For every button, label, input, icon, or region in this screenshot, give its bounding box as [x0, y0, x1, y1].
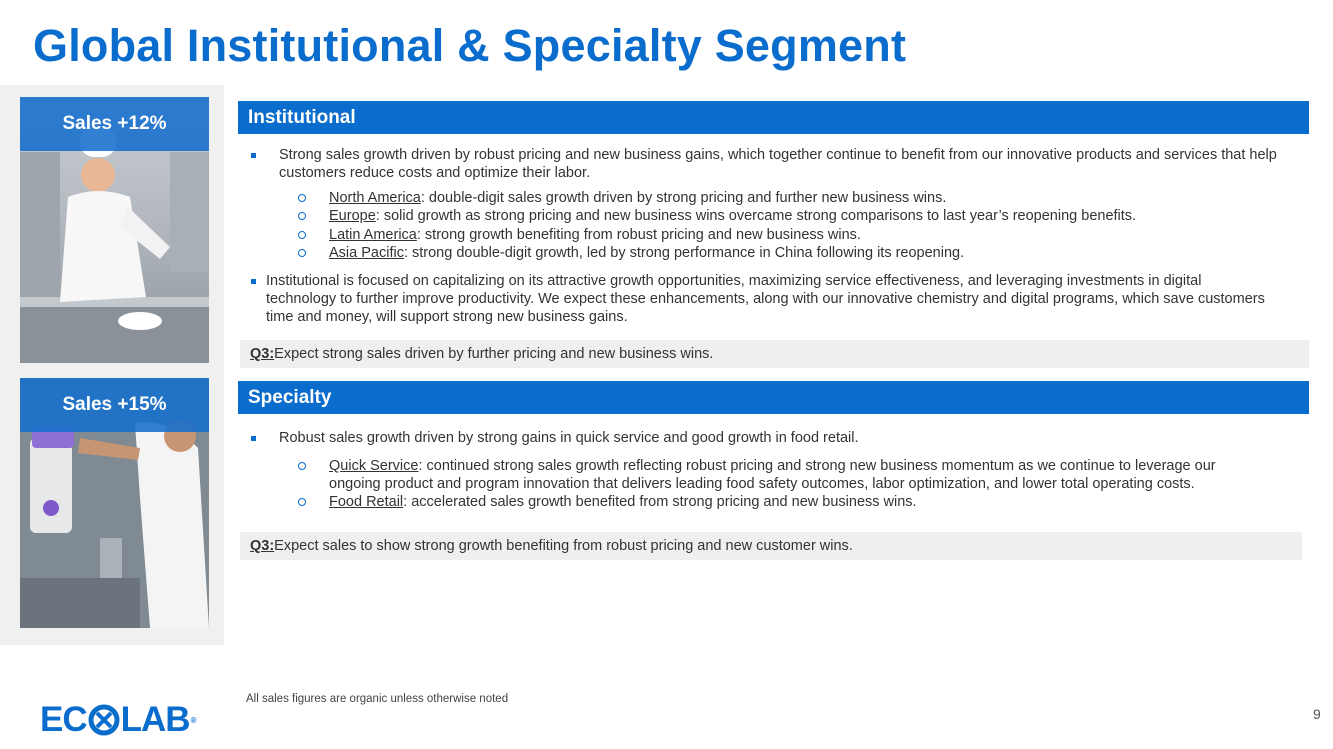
subsegment-name: Quick Service	[329, 458, 419, 474]
region-name: Latin America	[329, 227, 417, 243]
subsegment-text: : accelerated sales growth benefited from strong pricing and new business wins.	[403, 494, 917, 510]
region-latin-america	[329, 226, 861, 244]
bullet-marker	[251, 153, 256, 158]
institutional-header: Institutional	[238, 101, 1309, 134]
specialty-bullet-1: Robust sales growth driven by strong gains in quick service and good growth in food retail.	[279, 430, 859, 446]
subsegment-text: : continued strong sales growth reflecting robust pricing and strong new business momentum as we continue to leverage our	[418, 458, 1216, 474]
region-europe	[329, 207, 1136, 225]
sub-bullet-marker	[298, 231, 306, 239]
q3-text: Expect strong sales driven by further pricing and new business wins.	[274, 346, 714, 362]
region-text: : double-digit sales growth driven by strong pricing and further new business wins.	[420, 190, 947, 206]
logo-text-left: EC	[40, 700, 87, 739]
logo-o-icon	[88, 704, 120, 736]
region-text: : solid growth as strong pricing and new business wins overcame strong comparisons to last year’s reopening benefits.	[375, 208, 1137, 224]
institutional-photo	[20, 97, 209, 363]
region-text: : strong double-digit growth, led by strong performance in China following its reopening.	[403, 245, 965, 261]
sub-bullet-marker	[298, 498, 306, 506]
page-title: Global Institutional & Specialty Segment	[33, 20, 907, 71]
bullet-marker	[251, 279, 256, 284]
region-name: Asia Pacific	[329, 245, 404, 261]
sub-bullet-marker	[298, 194, 306, 202]
bullet-marker	[251, 436, 256, 441]
sub-bullet-marker	[298, 249, 306, 257]
registered-mark: ®	[190, 715, 196, 725]
ecolab-logo	[40, 702, 195, 738]
institutional-q3-outlook	[240, 340, 1309, 368]
q3-label: Q3:	[250, 346, 275, 362]
subsegment-food-retail	[329, 493, 917, 511]
specialty-photo	[20, 378, 209, 628]
sub-bullet-marker	[298, 212, 306, 220]
subsegment-name: Food Retail	[329, 494, 404, 510]
institutional-bullet-2: Institutional is focused on capitalizing on its attractive growth opportunities, maximizing service effectiveness, and leveraging investments in digital technology to further improve productivity. We expect these enhancements, along with our innovative chemistry and digital programs, which save customers time and money, will support strong new business gains.	[266, 273, 1265, 325]
page-number: 9	[1313, 706, 1321, 722]
footnote: All sales figures are organic unless otherwise noted	[246, 693, 509, 705]
sales-badge-institutional: Sales +12%	[20, 97, 209, 151]
region-text: : strong growth benefiting from robust pricing and new business wins.	[416, 227, 861, 243]
q3-text: Expect sales to show strong growth benefiting from robust pricing and new customer wins.	[274, 538, 853, 554]
subsegment-quick-service	[329, 457, 1216, 475]
sub-bullet-marker	[298, 462, 306, 470]
region-name: North America	[329, 190, 421, 206]
sales-badge-specialty: Sales +15%	[20, 378, 209, 432]
region-asia-pacific	[329, 244, 964, 262]
subsegment-quick-service-cont: ongoing product and program innovation that delivers leading food safety outcomes, labor optimization, and lower total operating costs.	[329, 476, 1195, 492]
region-north-america	[329, 189, 946, 207]
institutional-bullet-1: Strong sales growth driven by robust pricing and new business gains, which together continue to benefit from our innovative products and services that help customers reduce costs and optimize their labor.	[279, 147, 1277, 181]
region-name: Europe	[329, 208, 376, 224]
specialty-q3-outlook	[240, 532, 1302, 560]
specialty-header: Specialty	[238, 381, 1309, 414]
logo-text-right: LAB	[120, 700, 190, 739]
q3-label: Q3:	[250, 538, 275, 554]
